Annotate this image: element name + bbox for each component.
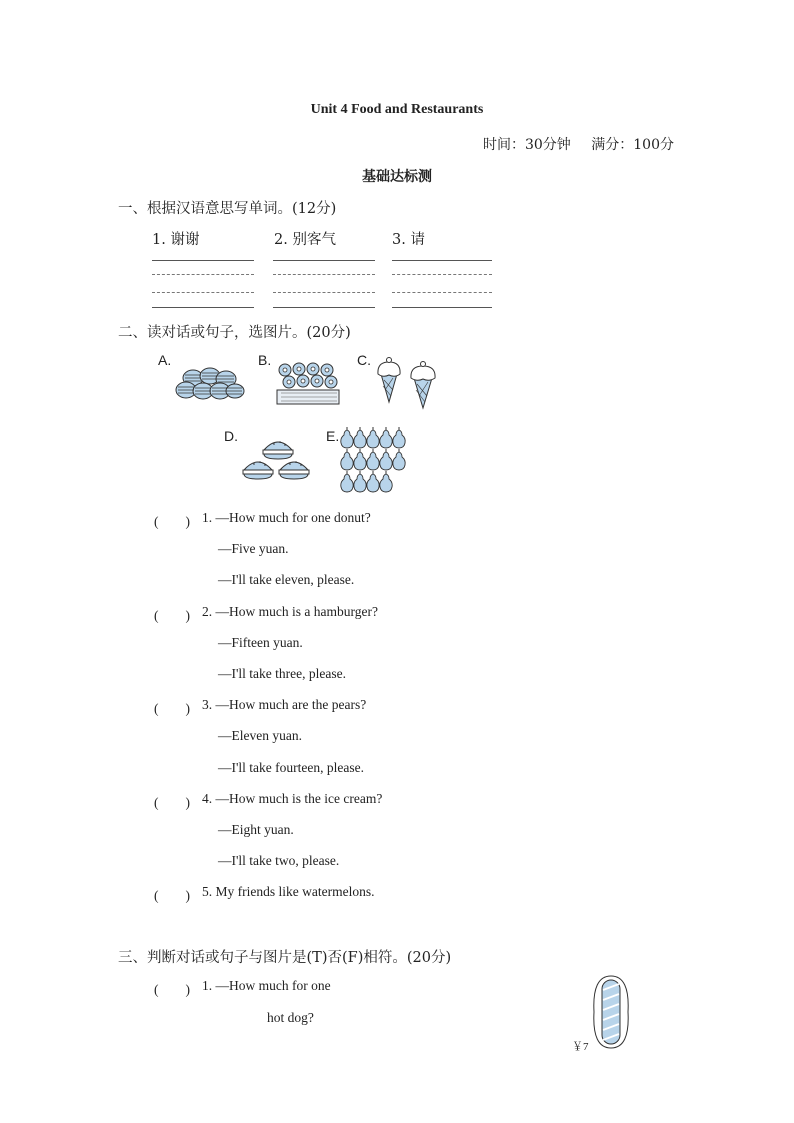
section1-heading: 一、根据汉语意思写单词。(12分) xyxy=(118,201,337,217)
s3-question-1-line-2: hot dog? xyxy=(267,1010,314,1025)
hot-dog-icon xyxy=(590,974,632,1050)
option-a-letter: A. xyxy=(158,352,172,368)
question-3-line-1: 3. —How much are the pears? xyxy=(202,697,367,712)
question-4-line-2: —Eight yuan. xyxy=(218,822,294,837)
writing-lines-1[interactable] xyxy=(152,260,254,308)
option-b-letter: B. xyxy=(258,352,272,368)
ice-cream-icon xyxy=(373,356,445,410)
full-score: 满分：100分 xyxy=(591,137,674,153)
question-2-line-1: 2. —How much is a hamburger? xyxy=(202,604,378,619)
hamburgers-icon xyxy=(242,434,314,484)
section3-heading: 三、判断对话或句子与图片是(T)否(F)相符。(20分) xyxy=(118,950,452,966)
writing-lines-3[interactable] xyxy=(392,260,492,308)
option-e-letter: E. xyxy=(326,428,340,444)
word-item-3: 3. 请 xyxy=(392,232,425,248)
time-limit: 时间：30分钟 xyxy=(482,137,571,153)
question-5-line-1: 5. My friends like watermelons. xyxy=(202,884,375,899)
answer-blank-s3-q1[interactable]: ( ) xyxy=(154,982,190,997)
writing-lines-2[interactable] xyxy=(273,260,375,308)
question-1-line-2: —Five yuan. xyxy=(218,541,289,556)
question-1-line-3: —I'll take eleven, please. xyxy=(218,572,355,587)
exam-info xyxy=(467,134,674,154)
question-1-line-1: 1. —How much for one donut? xyxy=(202,510,371,525)
option-c-letter: C. xyxy=(357,352,371,368)
s3-question-1-line-1: 1. —How much for one xyxy=(202,978,331,993)
test-subtitle: 基础达标测 xyxy=(362,169,432,185)
option-d-letter: D. xyxy=(224,428,238,444)
price-label: ￥7 xyxy=(572,1041,589,1053)
donuts-icon xyxy=(273,360,343,408)
question-2-line-2: —Fifteen yuan. xyxy=(218,635,303,650)
word-item-1: 1. 谢谢 xyxy=(152,232,200,248)
answer-blank-q4[interactable]: ( ) xyxy=(154,795,190,810)
answer-blank-q2[interactable]: ( ) xyxy=(154,608,190,623)
question-3-line-2: —Eleven yuan. xyxy=(218,728,302,743)
answer-blank-q5[interactable]: ( ) xyxy=(154,888,190,903)
watermelons-icon xyxy=(173,364,245,404)
word-item-2: 2. 别客气 xyxy=(274,232,336,248)
answer-blank-q1[interactable]: ( ) xyxy=(154,514,190,529)
answer-blank-q3[interactable]: ( ) xyxy=(154,701,190,716)
pears-icon xyxy=(340,426,412,494)
question-3-line-3: —I'll take fourteen, please. xyxy=(218,760,364,775)
question-2-line-3: —I'll take three, please. xyxy=(218,666,346,681)
question-4-line-3: —I'll take two, please. xyxy=(218,853,340,868)
section2-heading: 二、读对话或句子，选图片。(20分) xyxy=(118,325,351,341)
page-title: Unit 4 Food and Restaurants xyxy=(310,102,484,117)
question-4-line-1: 4. —How much is the ice cream? xyxy=(202,791,383,806)
